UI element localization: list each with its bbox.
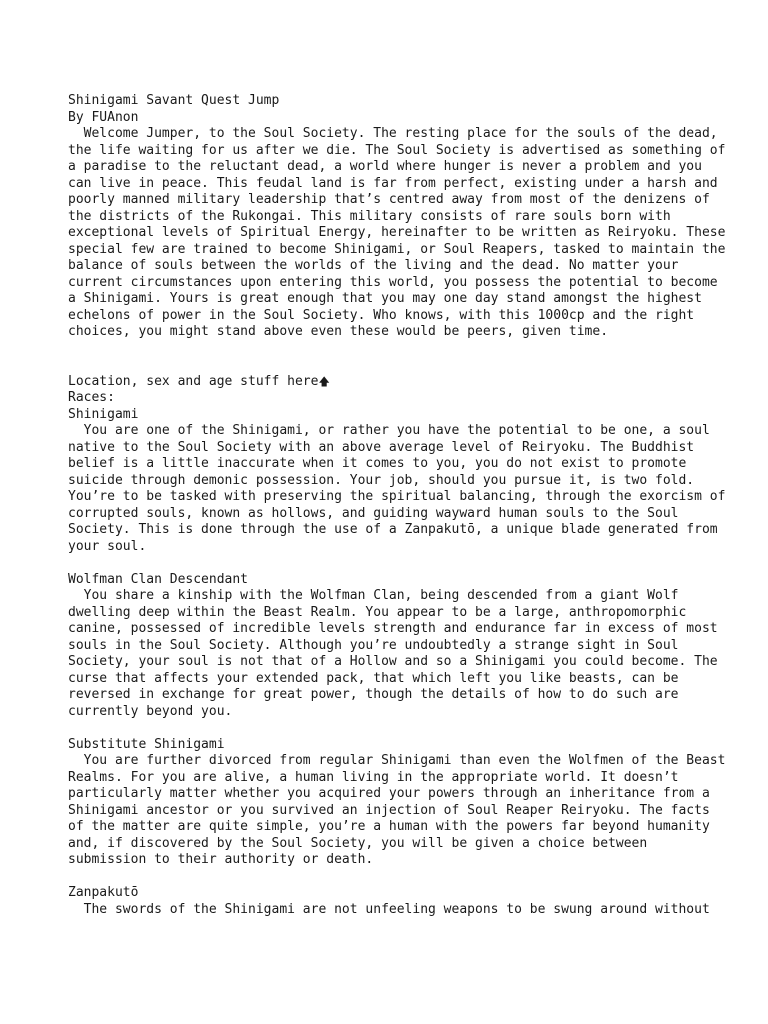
document-author: By FUAnon [68,109,139,125]
intro-line: the districts of the Rukongai. This military consists of rare souls born with [68,208,671,224]
spacer [68,555,748,572]
intro-line: current circumstances upon entering this world, you possess the potential to become [68,274,718,290]
section-line: native to the Soul Society with an above average level of Reiryoku. The Buddhist [68,439,695,455]
section-line: Society. This is done through the use of a Zanpakutō, a unique blade generated from [68,522,718,537]
intro-line: Welcome Jumper, to the Soul Society. The resting place for the souls of the dead, [68,126,718,141]
intro-line: can live in peace. This feudal land is far from perfect, existing under a harsh and [68,175,718,191]
section-line: Society, your soul is not that of a Hollow and so a Shinigami you could become. The [68,654,718,669]
section-line: curse that affects your extended pack, that which left you like beasts, can be [68,670,679,686]
location-text: Location, sex and age stuff here [68,373,319,389]
intro-line: a paradise to the reluctant dead, a world where hunger is never a problem and you [68,159,702,174]
section-line: The swords of the Shinigami are not unfeeling weapons to be swung around without [68,901,710,917]
section-line: currently beyond you. [68,703,233,719]
section-line: submission to their authority or death. [68,852,374,867]
intro-line: echelons of power in the Soul Society. Who knows, with this 1000cp and the right [68,307,695,323]
section-line: of the matter are quite simple, you’re a human with the powers far beyond humanity [68,819,710,834]
up-arrow-icon: 🡅 [318,374,330,388]
section-line: particularly matter whether you acquired your powers through an inheritance from a [68,786,710,801]
spacer [68,869,748,886]
location-line [68,374,748,391]
section-line: belief is a little inaccurate when it comes to you, you do not exist to promote [68,456,687,471]
section-heading: Zanpakutō [68,885,139,900]
intro-line: balance of souls between the worlds of the living and the dead. No matter your [68,258,679,273]
section-line: canine, possessed of incredible levels strength and endurance far in excess of most [68,621,718,636]
document-page [68,93,748,918]
section-line: dwelling deep within the Beast Realm. You appear to be a large, anthropomorphic [68,604,687,620]
section-line: and, if discovered by the Soul Society, you will be given a choice between [68,835,648,851]
section-line: reversed in exchange for great power, though the details of how to do such are [68,687,679,702]
section-line: You’re to be tasked with preserving the spiritual balancing, through the exorcism of [68,489,726,504]
section-line: You are one of the Shinigami, or rather you have the potential to be one, a soul [68,423,710,438]
section-line: your soul. [68,538,147,554]
section-line: corrupted souls, known as hollows, and guiding wayward human souls to the Soul [68,505,679,521]
intro-line: exceptional levels of Spiritual Energy, hereinafter to be written as Reiryoku. These [68,225,726,240]
races-label: Races: [68,390,115,405]
section-line: suicide through demonic possession. Your job, should you pursue it, is two fold. [68,472,695,488]
section-heading: Substitute Shinigami [68,736,225,752]
intro-line: the life waiting for us after we die. The Soul Society is advertised as something of [68,142,726,158]
intro-line: poorly manned military leadership that’s centred away from most of the denizens of [68,192,710,207]
intro-line: special few are trained to become Shinigami, or Soul Reapers, tasked to maintain the [68,241,726,257]
section-line: You share a kinship with the Wolfman Clan, being descended from a giant Wolf [68,588,679,603]
section-line: You are further divorced from regular Shinigami than even the Wolfmen of the Beast [68,753,726,768]
spacer [68,341,748,374]
intro-line: choices, you might stand above even these would be peers, given time. [68,324,609,339]
section-line: souls in the Soul Society. Although you’re undoubtedly a strange sight in Soul [68,637,679,653]
intro-line: a Shinigami. Yours is great enough that you may one day stand amongst the highest [68,291,702,306]
section-heading: Shinigami [68,406,139,422]
section-heading: Wolfman Clan Descendant [68,571,249,587]
spacer [68,720,748,737]
section-line: Shinigami ancestor or you survived an injection of Soul Reaper Reiryoku. The facts [68,802,710,818]
document-title: Shinigami Savant Quest Jump [68,93,280,108]
section-line: Realms. For you are alive, a human living in the appropriate world. It doesn’t [68,769,679,785]
